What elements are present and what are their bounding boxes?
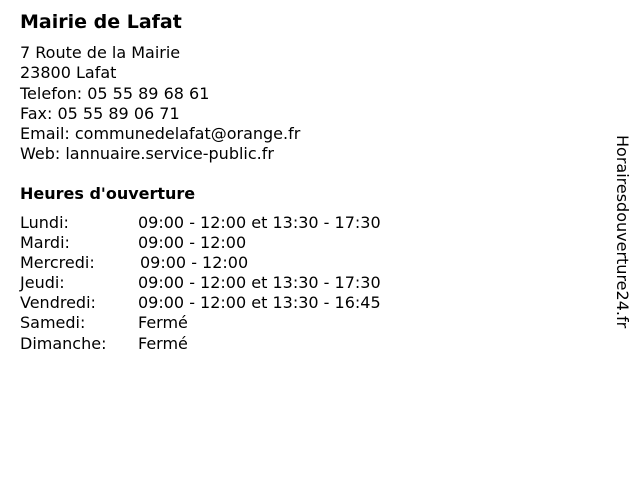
email-address: Email: communedelafat@orange.fr	[20, 124, 301, 144]
day-hours: 09:00 - 12:00 et 13:30 - 17:30	[138, 213, 381, 232]
fax-number: Fax: 05 55 89 06 71	[20, 103, 180, 123]
day-hours: 09:00 - 12:00 et 13:30 - 17:30	[138, 273, 381, 293]
page-title: Mairie de Lafat	[20, 11, 182, 33]
day-label: Dimanche:	[20, 333, 107, 353]
day-label: Lundi:	[20, 213, 69, 232]
opening-hours-heading: Heures d'ouverture	[20, 184, 196, 203]
contact-block	[20, 43, 300, 165]
day-label: Mercredi:	[20, 253, 95, 273]
address-city: 23800 Lafat	[20, 63, 117, 83]
phone-number: Telefon: 05 55 89 68 61	[20, 83, 210, 103]
day-hours: 09:00 - 12:00	[138, 233, 247, 253]
site-watermark: Horairesdouverture24.fr	[613, 135, 632, 329]
day-label: Mardi:	[20, 233, 70, 253]
day-label: Samedi:	[20, 313, 86, 333]
day-label: Jeudi:	[20, 273, 65, 293]
website-link: Web: lannuaire.service-public.fr	[20, 144, 274, 164]
day-label: Vendredi:	[20, 293, 96, 313]
day-hours: 09:00 - 12:00 et 13:30 - 16:45	[138, 293, 381, 313]
day-hours: Fermé	[138, 313, 188, 333]
address-street: 7 Route de la Mairie	[20, 43, 181, 62]
day-hours: 09:00 - 12:00	[140, 253, 249, 273]
day-hours: Fermé	[138, 333, 188, 353]
